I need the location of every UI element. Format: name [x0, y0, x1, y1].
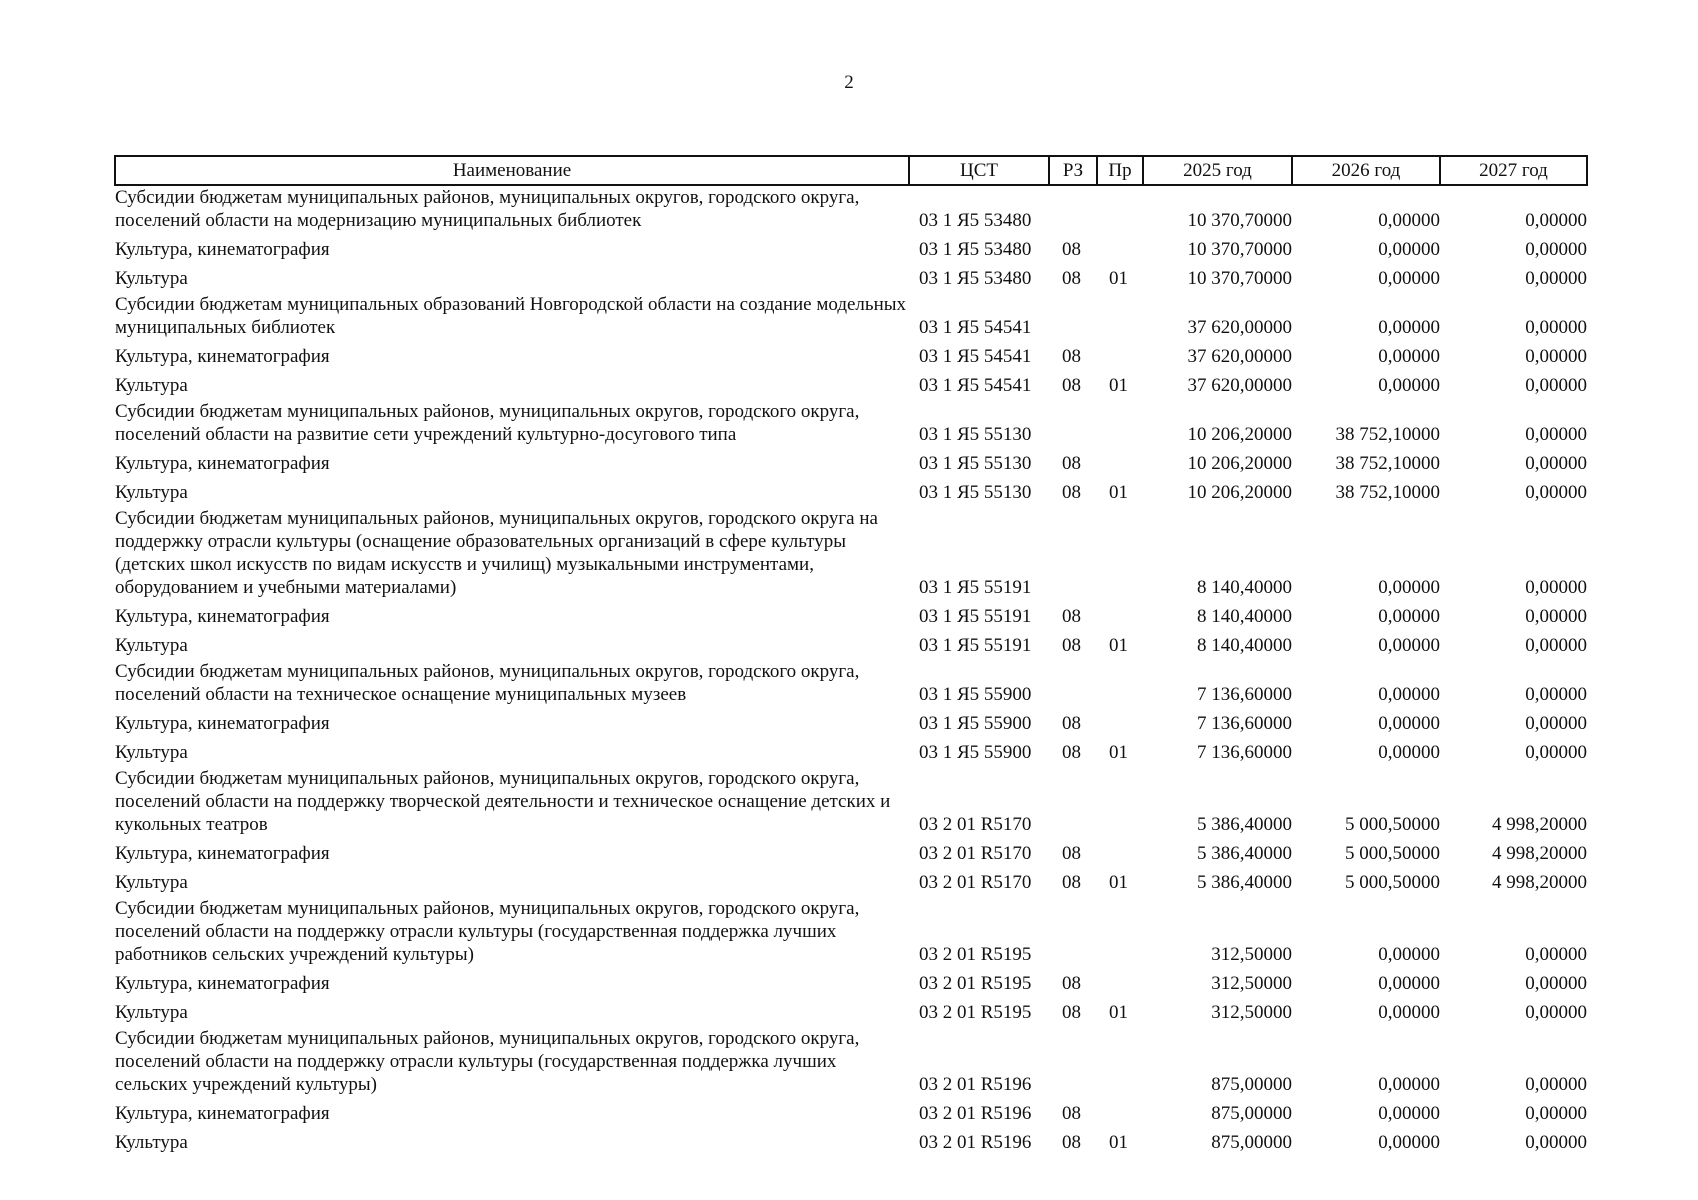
cell-rz — [1049, 660, 1097, 709]
cell-rz — [1049, 400, 1097, 449]
cell-y2027: 0,00000 — [1525, 1002, 1587, 1023]
cell-y2026: 0,00000 — [1378, 1103, 1440, 1124]
cell-name: Культура, кинематография — [115, 973, 330, 994]
cell-cst: 03 2 01 R5195 — [919, 973, 1032, 994]
cell-rz: 08 — [1062, 1132, 1081, 1153]
table-row — [115, 868, 1587, 897]
cell-y2025: 8 140,40000 — [1197, 606, 1292, 627]
table-row — [115, 1027, 1587, 1099]
cell-pr — [1097, 293, 1143, 342]
cell-rz: 08 — [1062, 973, 1081, 994]
cell-name: Культура — [115, 1002, 188, 1023]
cell-rz: 08 — [1062, 453, 1081, 474]
cell-y2027: 0,00000 — [1525, 317, 1587, 338]
cell-rz — [1049, 897, 1097, 969]
table-row — [115, 631, 1587, 660]
cell-y2026: 38 752,10000 — [1335, 453, 1440, 474]
header-row — [115, 156, 1587, 185]
table-row — [115, 767, 1587, 839]
cell-pr — [1097, 969, 1143, 998]
cell-cst: 03 2 01 R5195 — [919, 944, 1032, 965]
table-row — [115, 709, 1587, 738]
cell-cst: 03 1 Я5 55191 — [919, 606, 1032, 627]
cell-cst: 03 1 Я5 55130 — [919, 482, 1032, 503]
cell-y2025: 37 620,00000 — [1187, 346, 1292, 367]
cell-rz — [1049, 293, 1097, 342]
cell-name: Культура, кинематография — [115, 239, 330, 260]
cell-y2027: 4 998,20000 — [1492, 872, 1587, 893]
table-row — [115, 185, 1587, 235]
cell-cst: 03 1 Я5 55900 — [919, 684, 1032, 705]
cell-y2026: 5 000,50000 — [1345, 843, 1440, 864]
cell-y2025: 5 386,40000 — [1197, 843, 1292, 864]
header-rz: РЗ — [1049, 156, 1097, 185]
cell-cst: 03 2 01 R5170 — [919, 814, 1032, 835]
cell-pr: 01 — [1109, 742, 1128, 763]
cell-y2027: 0,00000 — [1525, 239, 1587, 260]
budget-table — [114, 155, 1588, 1157]
cell-y2025: 37 620,00000 — [1187, 317, 1292, 338]
cell-y2025: 8 140,40000 — [1197, 635, 1292, 656]
cell-y2027: 0,00000 — [1525, 1132, 1587, 1153]
cell-pr: 01 — [1109, 482, 1128, 503]
cell-rz: 08 — [1062, 1002, 1081, 1023]
cell-y2025: 7 136,60000 — [1197, 684, 1292, 705]
table-row — [115, 998, 1587, 1027]
cell-y2025: 10 206,20000 — [1187, 453, 1292, 474]
cell-cst: 03 2 01 R5196 — [919, 1132, 1032, 1153]
table-row — [115, 897, 1587, 969]
cell-cst: 03 2 01 R5196 — [919, 1074, 1032, 1095]
cell-y2025: 5 386,40000 — [1197, 872, 1292, 893]
cell-y2026: 0,00000 — [1378, 1074, 1440, 1095]
cell-cst: 03 2 01 R5195 — [919, 1002, 1032, 1023]
table-row — [115, 264, 1587, 293]
cell-pr — [1097, 602, 1143, 631]
cell-name: Субсидии бюджетам муниципальных районов, муниципальных округов, городского округа, поселений области на поддержку отрасли культуры (государственная поддержка лучших сельских учреждений культуры) — [115, 1028, 860, 1095]
table-row — [115, 602, 1587, 631]
cell-y2025: 10 370,70000 — [1187, 239, 1292, 260]
cell-y2027: 0,00000 — [1525, 482, 1587, 503]
cell-y2027: 0,00000 — [1525, 742, 1587, 763]
cell-cst: 03 1 Я5 55130 — [919, 424, 1032, 445]
table-row — [115, 371, 1587, 400]
cell-name: Культура, кинематография — [115, 453, 330, 474]
cell-y2025: 312,50000 — [1211, 944, 1292, 965]
cell-name: Культура, кинематография — [115, 346, 330, 367]
cell-pr — [1097, 400, 1143, 449]
cell-y2026: 0,00000 — [1378, 742, 1440, 763]
cell-y2026: 0,00000 — [1378, 944, 1440, 965]
header-2026: 2026 год — [1292, 156, 1440, 185]
cell-y2025: 10 370,70000 — [1187, 268, 1292, 289]
cell-rz: 08 — [1062, 742, 1081, 763]
cell-name: Культура — [115, 1132, 188, 1153]
table-row — [115, 342, 1587, 371]
cell-y2026: 38 752,10000 — [1335, 482, 1440, 503]
cell-pr — [1097, 235, 1143, 264]
cell-y2026: 38 752,10000 — [1335, 424, 1440, 445]
cell-pr — [1097, 185, 1143, 235]
cell-name: Культура, кинематография — [115, 1103, 330, 1124]
cell-y2025: 875,00000 — [1211, 1074, 1292, 1095]
cell-pr — [1097, 709, 1143, 738]
cell-rz: 08 — [1062, 713, 1081, 734]
cell-cst: 03 1 Я5 55900 — [919, 713, 1032, 734]
cell-y2027: 0,00000 — [1525, 268, 1587, 289]
cell-cst: 03 1 Я5 55130 — [919, 453, 1032, 474]
cell-y2027: 4 998,20000 — [1492, 814, 1587, 835]
cell-y2025: 312,50000 — [1211, 1002, 1292, 1023]
table-header — [115, 156, 1587, 185]
cell-pr — [1097, 342, 1143, 371]
cell-cst: 03 2 01 R5170 — [919, 843, 1032, 864]
cell-y2025: 312,50000 — [1211, 973, 1292, 994]
cell-y2025: 875,00000 — [1211, 1132, 1292, 1153]
header-2027: 2027 год — [1440, 156, 1587, 185]
cell-y2025: 5 386,40000 — [1197, 814, 1292, 835]
cell-y2026: 0,00000 — [1378, 317, 1440, 338]
cell-y2026: 0,00000 — [1378, 713, 1440, 734]
cell-rz: 08 — [1062, 239, 1081, 260]
cell-y2026: 0,00000 — [1378, 375, 1440, 396]
cell-name: Культура, кинематография — [115, 843, 330, 864]
cell-cst: 03 1 Я5 54541 — [919, 317, 1032, 338]
table-row — [115, 1128, 1587, 1157]
cell-y2025: 8 140,40000 — [1197, 577, 1292, 598]
cell-y2027: 0,00000 — [1525, 346, 1587, 367]
cell-y2027: 0,00000 — [1525, 635, 1587, 656]
cell-pr — [1097, 507, 1143, 602]
cell-name: Культура, кинематография — [115, 713, 330, 734]
table-row — [115, 400, 1587, 449]
cell-name: Субсидии бюджетам муниципальных районов, муниципальных округов, городского округа, поселений области на развитие сети учреждений культурно-досугового типа — [115, 401, 860, 445]
cell-rz: 08 — [1062, 872, 1081, 893]
cell-rz: 08 — [1062, 635, 1081, 656]
cell-y2027: 0,00000 — [1525, 606, 1587, 627]
table-row — [115, 478, 1587, 507]
cell-pr — [1097, 1027, 1143, 1099]
header-name: Наименование — [115, 156, 909, 185]
cell-y2027: 0,00000 — [1525, 713, 1587, 734]
cell-rz — [1049, 507, 1097, 602]
cell-rz: 08 — [1062, 606, 1081, 627]
cell-name: Субсидии бюджетам муниципальных районов, муниципальных округов, городского округа, поселений области на техническое оснащение муниципальных музеев — [115, 661, 860, 705]
cell-pr — [1097, 897, 1143, 969]
cell-y2026: 0,00000 — [1378, 684, 1440, 705]
cell-pr: 01 — [1109, 872, 1128, 893]
table-body — [115, 185, 1587, 1157]
cell-y2027: 0,00000 — [1525, 424, 1587, 445]
cell-y2027: 0,00000 — [1525, 684, 1587, 705]
header-2025: 2025 год — [1143, 156, 1292, 185]
page-number: 2 — [844, 72, 854, 93]
cell-y2026: 0,00000 — [1378, 635, 1440, 656]
header-cst: ЦСТ — [909, 156, 1049, 185]
cell-rz: 08 — [1062, 482, 1081, 503]
cell-rz: 08 — [1062, 375, 1081, 396]
cell-y2026: 5 000,50000 — [1345, 872, 1440, 893]
table-row — [115, 235, 1587, 264]
cell-y2025: 875,00000 — [1211, 1103, 1292, 1124]
cell-pr: 01 — [1109, 268, 1128, 289]
cell-name: Субсидии бюджетам муниципальных районов, муниципальных округов, городского округа на поддержку отрасли культуры (оснащение образовательных организаций в сфере культуры (детских школ искусств по видам искусств и училищ) музыкальными инструментами, оборудованием и учебными материалами) — [115, 508, 878, 598]
cell-y2025: 10 206,20000 — [1187, 482, 1292, 503]
cell-y2025: 10 206,20000 — [1187, 424, 1292, 445]
table-row — [115, 1099, 1587, 1128]
cell-y2025: 10 370,70000 — [1187, 210, 1292, 231]
cell-name: Субсидии бюджетам муниципальных районов, муниципальных округов, городского округа, поселений области на поддержку отрасли культуры (государственная поддержка лучших работников сельских учреждений культуры) — [115, 898, 860, 965]
cell-name: Субсидии бюджетам муниципальных районов, муниципальных округов, городского округа, поселений области на модернизацию муниципальных библиотек — [115, 187, 860, 231]
cell-y2027: 0,00000 — [1525, 1074, 1587, 1095]
cell-name: Культура, кинематография — [115, 606, 330, 627]
cell-y2026: 0,00000 — [1378, 210, 1440, 231]
cell-name: Культура — [115, 872, 188, 893]
cell-pr: 01 — [1109, 375, 1128, 396]
cell-rz: 08 — [1062, 843, 1081, 864]
cell-cst: 03 1 Я5 54541 — [919, 346, 1032, 367]
cell-y2026: 0,00000 — [1378, 268, 1440, 289]
cell-rz — [1049, 1027, 1097, 1099]
table-row — [115, 293, 1587, 342]
header-pr: Пр — [1097, 156, 1143, 185]
cell-y2026: 5 000,50000 — [1345, 814, 1440, 835]
table-row — [115, 660, 1587, 709]
cell-rz — [1049, 767, 1097, 839]
table-row — [115, 839, 1587, 868]
cell-y2027: 4 998,20000 — [1492, 843, 1587, 864]
cell-y2027: 0,00000 — [1525, 1103, 1587, 1124]
cell-y2027: 0,00000 — [1525, 973, 1587, 994]
cell-rz: 08 — [1062, 346, 1081, 367]
cell-y2027: 0,00000 — [1525, 375, 1587, 396]
cell-name: Культура — [115, 742, 188, 763]
cell-pr — [1097, 660, 1143, 709]
cell-cst: 03 1 Я5 55900 — [919, 742, 1032, 763]
cell-name: Субсидии бюджетам муниципальных районов, муниципальных округов, городского округа, поселений области на поддержку творческой деятельности и техническое оснащение детских и кукольных театров — [115, 768, 891, 835]
cell-name: Культура — [115, 268, 188, 289]
cell-y2027: 0,00000 — [1525, 944, 1587, 965]
table-row — [115, 738, 1587, 767]
cell-cst: 03 2 01 R5170 — [919, 872, 1032, 893]
cell-rz — [1049, 185, 1097, 235]
cell-y2026: 0,00000 — [1378, 577, 1440, 598]
cell-pr — [1097, 767, 1143, 839]
cell-y2026: 0,00000 — [1378, 606, 1440, 627]
cell-y2027: 0,00000 — [1525, 577, 1587, 598]
cell-cst: 03 1 Я5 54541 — [919, 375, 1032, 396]
cell-y2026: 0,00000 — [1378, 239, 1440, 260]
cell-rz: 08 — [1062, 268, 1081, 289]
cell-pr — [1097, 839, 1143, 868]
cell-cst: 03 1 Я5 55191 — [919, 635, 1032, 656]
cell-name: Субсидии бюджетам муниципальных образований Новгородской области на создание модельных муниципальных библиотек — [115, 294, 907, 338]
cell-pr: 01 — [1109, 1002, 1128, 1023]
cell-y2025: 37 620,00000 — [1187, 375, 1292, 396]
cell-pr: 01 — [1109, 1132, 1128, 1153]
cell-pr — [1097, 1099, 1143, 1128]
cell-cst: 03 1 Я5 53480 — [919, 268, 1032, 289]
cell-cst: 03 1 Я5 53480 — [919, 210, 1032, 231]
cell-pr — [1097, 449, 1143, 478]
cell-cst: 03 1 Я5 53480 — [919, 239, 1032, 260]
table-row — [115, 969, 1587, 998]
cell-pr: 01 — [1109, 635, 1128, 656]
cell-y2026: 0,00000 — [1378, 346, 1440, 367]
cell-cst: 03 1 Я5 55191 — [919, 577, 1032, 598]
cell-y2025: 7 136,60000 — [1197, 713, 1292, 734]
cell-rz: 08 — [1062, 1103, 1081, 1124]
table-row — [115, 507, 1587, 602]
cell-name: Культура — [115, 635, 188, 656]
cell-y2026: 0,00000 — [1378, 973, 1440, 994]
cell-y2026: 0,00000 — [1378, 1132, 1440, 1153]
cell-name: Культура — [115, 375, 188, 396]
cell-y2027: 0,00000 — [1525, 210, 1587, 231]
table-row — [115, 449, 1587, 478]
cell-name: Культура — [115, 482, 188, 503]
cell-y2027: 0,00000 — [1525, 453, 1587, 474]
cell-cst: 03 2 01 R5196 — [919, 1103, 1032, 1124]
cell-y2025: 7 136,60000 — [1197, 742, 1292, 763]
cell-y2026: 0,00000 — [1378, 1002, 1440, 1023]
